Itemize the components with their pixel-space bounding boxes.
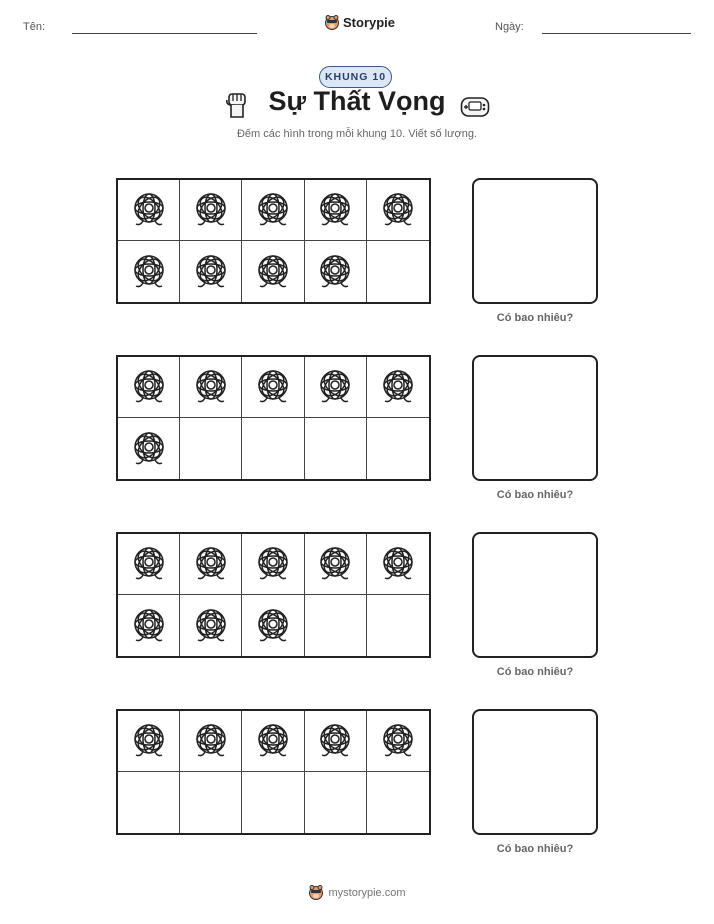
footer <box>0 884 714 901</box>
tangled-yarn-ball-icon <box>191 367 231 407</box>
tangled-yarn-ball-icon <box>378 367 418 407</box>
frame-cell <box>118 357 180 418</box>
name-write-line[interactable] <box>72 33 257 34</box>
frame-cell <box>180 241 242 302</box>
tangled-yarn-ball-icon <box>129 429 169 469</box>
answer-box-3[interactable] <box>472 532 598 658</box>
frame-cell <box>305 534 367 595</box>
frame-cell <box>305 772 367 833</box>
frame-cell <box>242 711 304 772</box>
tangled-yarn-ball-icon <box>191 721 231 761</box>
tangled-yarn-ball-icon <box>191 252 231 292</box>
frame-cell <box>118 241 180 302</box>
frame-cell <box>367 418 429 479</box>
date-label: Ngày: <box>495 21 524 33</box>
ten-frame-2 <box>116 355 431 481</box>
frame-cell <box>180 772 242 833</box>
frame-cell <box>305 241 367 302</box>
frame-cell <box>118 418 180 479</box>
tangled-yarn-ball-icon <box>253 252 293 292</box>
frame-cell <box>242 180 304 241</box>
tangled-yarn-ball-icon <box>129 721 169 761</box>
answer-box-4[interactable] <box>472 709 598 835</box>
tangled-yarn-ball-icon <box>378 544 418 584</box>
tangled-yarn-ball-icon <box>129 190 169 230</box>
frame-cell <box>180 711 242 772</box>
frame-cell <box>367 180 429 241</box>
tangled-yarn-ball-icon <box>315 252 355 292</box>
frame-cell <box>367 241 429 302</box>
how-many-label-4: Có bao nhiêu? <box>496 843 574 855</box>
frame-cell <box>242 534 304 595</box>
tangled-yarn-ball-icon <box>129 606 169 646</box>
tangled-yarn-ball-icon <box>378 190 418 230</box>
frame-cell <box>242 418 304 479</box>
answer-box-2[interactable] <box>472 355 598 481</box>
tangled-yarn-ball-icon <box>129 367 169 407</box>
storypie-mascot-icon <box>308 884 324 901</box>
brand-name: Storypie <box>343 15 396 30</box>
frame-cell <box>118 772 180 833</box>
tangled-yarn-ball-icon <box>378 721 418 761</box>
date-write-line[interactable] <box>542 33 691 34</box>
ten-frame-badge: KHUNG 10 <box>319 66 392 88</box>
frame-cell <box>242 595 304 656</box>
frame-cell <box>367 357 429 418</box>
frame-cell <box>242 357 304 418</box>
tangled-yarn-ball-icon <box>253 544 293 584</box>
tangled-yarn-ball-icon <box>129 544 169 584</box>
instructions: Đếm các hình trong mỗi khung 10. Viết số lượng. <box>236 128 477 140</box>
tangled-yarn-ball-icon <box>315 721 355 761</box>
tangled-yarn-ball-icon <box>315 544 355 584</box>
frame-cell <box>180 180 242 241</box>
frame-cell <box>118 595 180 656</box>
frame-cell <box>305 180 367 241</box>
frame-cell <box>242 772 304 833</box>
tangled-yarn-ball-icon <box>253 606 293 646</box>
ten-frame-3 <box>116 532 431 658</box>
frame-cell <box>180 595 242 656</box>
how-many-label-3: Có bao nhiêu? <box>496 666 574 678</box>
frame-cell <box>118 711 180 772</box>
tangled-yarn-ball-icon <box>191 544 231 584</box>
frame-cell <box>118 180 180 241</box>
storypie-mascot-icon <box>324 14 340 31</box>
name-label: Tên: <box>23 21 46 33</box>
frame-cell <box>367 534 429 595</box>
footer-url[interactable]: mystorypie.com <box>328 886 406 899</box>
frame-cell <box>242 241 304 302</box>
frame-cell <box>367 711 429 772</box>
how-many-label-2: Có bao nhiêu? <box>496 489 574 501</box>
answer-box-1[interactable] <box>472 178 598 304</box>
frame-cell <box>118 534 180 595</box>
game-controller-icon <box>460 96 490 118</box>
tangled-yarn-ball-icon <box>129 252 169 292</box>
ten-frame-4 <box>116 709 431 835</box>
frame-cell <box>367 772 429 833</box>
tangled-yarn-ball-icon <box>253 721 293 761</box>
ten-frame-1 <box>116 178 431 304</box>
frame-cell <box>180 357 242 418</box>
frame-cell <box>180 418 242 479</box>
frame-cell <box>180 534 242 595</box>
tangled-yarn-ball-icon <box>253 190 293 230</box>
frame-cell <box>305 711 367 772</box>
page-title: Sự Thất Vọng <box>268 86 446 116</box>
frame-cell <box>305 418 367 479</box>
frame-cell <box>305 595 367 656</box>
how-many-label-1: Có bao nhiêu? <box>496 312 574 324</box>
brand-logo <box>324 14 395 31</box>
tangled-yarn-ball-icon <box>253 367 293 407</box>
tangled-yarn-ball-icon <box>315 367 355 407</box>
tangled-yarn-ball-icon <box>315 190 355 230</box>
frame-cell <box>367 595 429 656</box>
tangled-yarn-ball-icon <box>191 606 231 646</box>
tangled-yarn-ball-icon <box>191 190 231 230</box>
frame-cell <box>305 357 367 418</box>
